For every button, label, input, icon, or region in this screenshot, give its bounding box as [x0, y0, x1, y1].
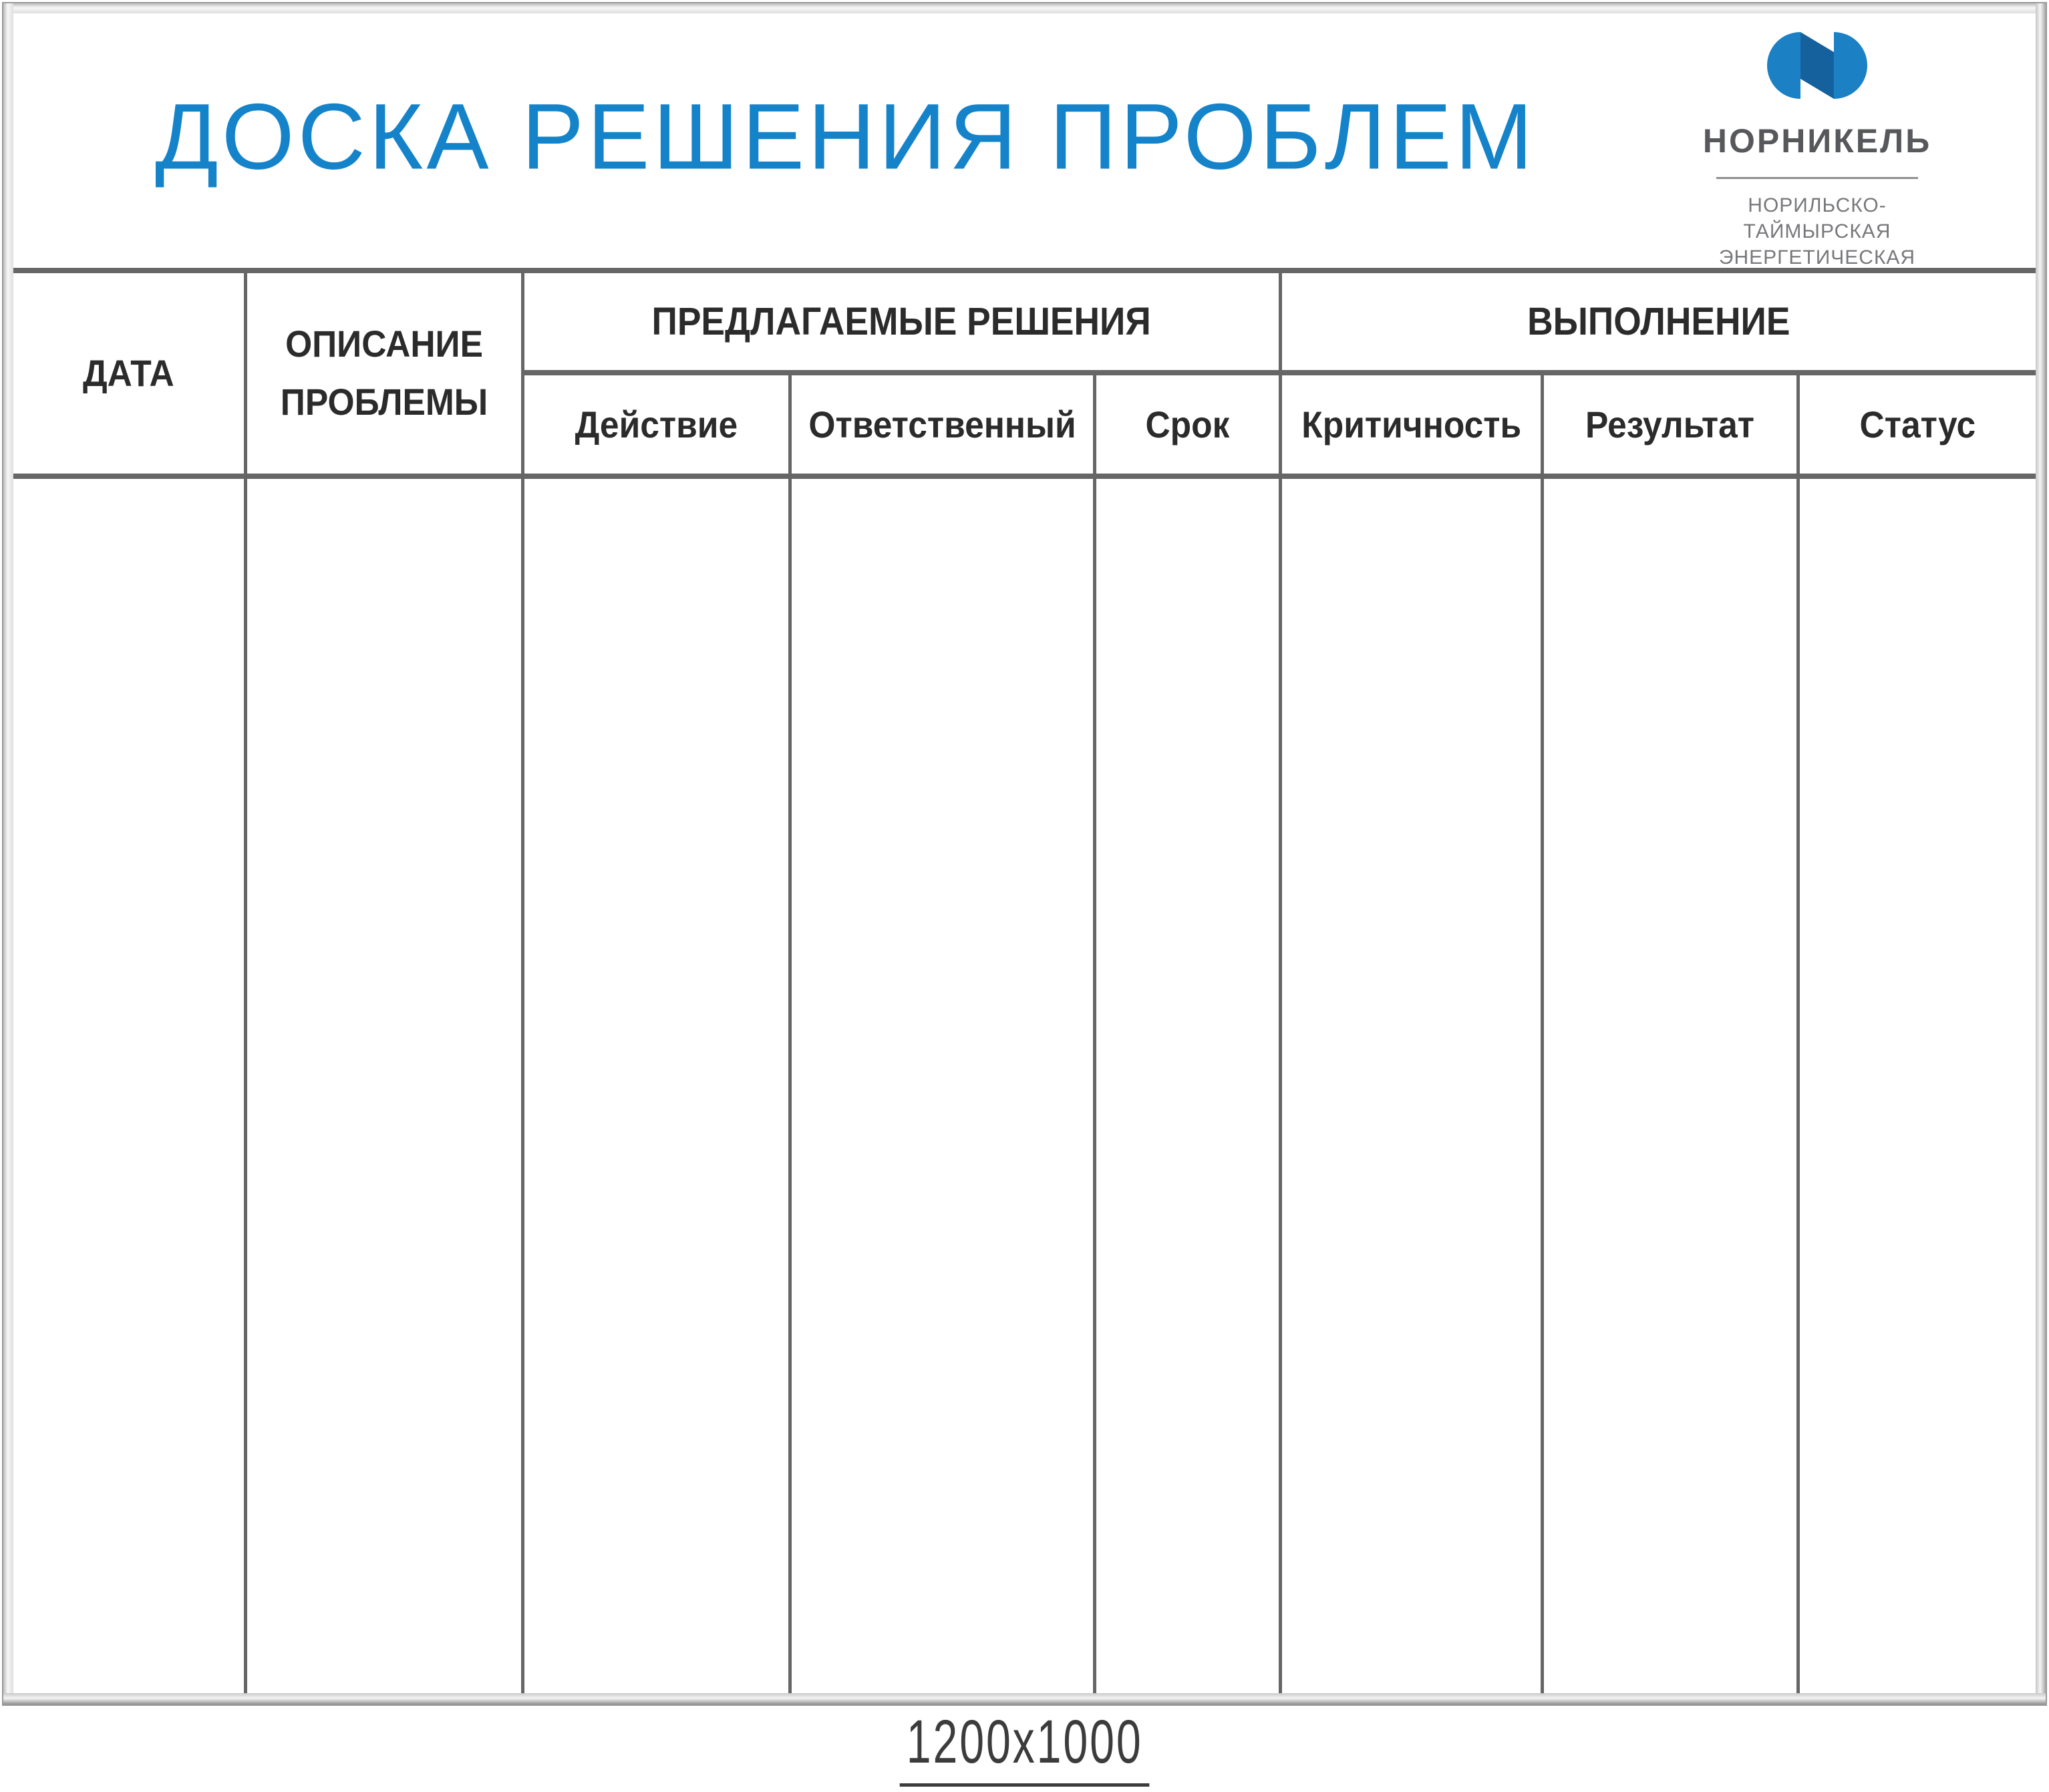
- body-cell-criticality: [1279, 474, 1541, 1693]
- body-cell-result: [1541, 474, 1796, 1693]
- body-cell-action: [521, 474, 788, 1693]
- body-cell-status: [1796, 474, 2036, 1693]
- title-area: [13, 13, 2036, 268]
- nornickel-n-icon: [1767, 32, 1867, 99]
- subheader-status: Статус: [1796, 370, 2036, 474]
- body-cell-date: [13, 474, 244, 1693]
- subheader-action: Действие: [521, 370, 788, 474]
- page-title: ДОСКА РЕШЕНИЯ ПРОБЛЕМ: [155, 83, 1537, 189]
- frame-left: [3, 3, 13, 1705]
- logo-subtitle-line-1: НОРИЛЬСКО-ТАЙМЫРСКАЯ: [1743, 194, 1891, 242]
- frame-top: [3, 3, 2046, 13]
- group-header-execution: ВЫПОЛНЕНИЕ: [1279, 273, 2036, 370]
- logo-subtitle-line-2: ЭНЕРГЕТИЧЕСКАЯ: [1718, 246, 1916, 268]
- header-date: ДАТА: [13, 273, 244, 474]
- body-cell-deadline: [1093, 474, 1279, 1693]
- dimensions-label: 1200x1000: [900, 1707, 1150, 1787]
- frame-right: [2036, 3, 2046, 1705]
- body-cell-responsible: [788, 474, 1093, 1693]
- company-logo: [1680, 32, 1954, 297]
- logo-brand-text: НОРНИКЕЛЬ: [1702, 122, 1932, 160]
- subheader-criticality: Критичность: [1279, 370, 1541, 474]
- frame-bottom: [3, 1693, 2046, 1705]
- dimensions-caption: [0, 1707, 2049, 1787]
- subheader-responsible: Ответственный: [788, 370, 1093, 474]
- subheader-deadline: Срок: [1093, 370, 1279, 474]
- problem-table: [13, 268, 2036, 1693]
- subheader-result: Результат: [1541, 370, 1796, 474]
- group-header-proposed-solutions: ПРЕДЛАГАЕМЫЕ РЕШЕНИЯ: [521, 273, 1279, 370]
- header-problem-description: ОПИСАНИЕ ПРОБЛЕМЫ: [244, 273, 521, 474]
- board-surface: [13, 13, 2036, 1693]
- body-cell-problem-description: [244, 474, 521, 1693]
- whiteboard: [2, 2, 2047, 1706]
- logo-divider: [1716, 177, 1918, 179]
